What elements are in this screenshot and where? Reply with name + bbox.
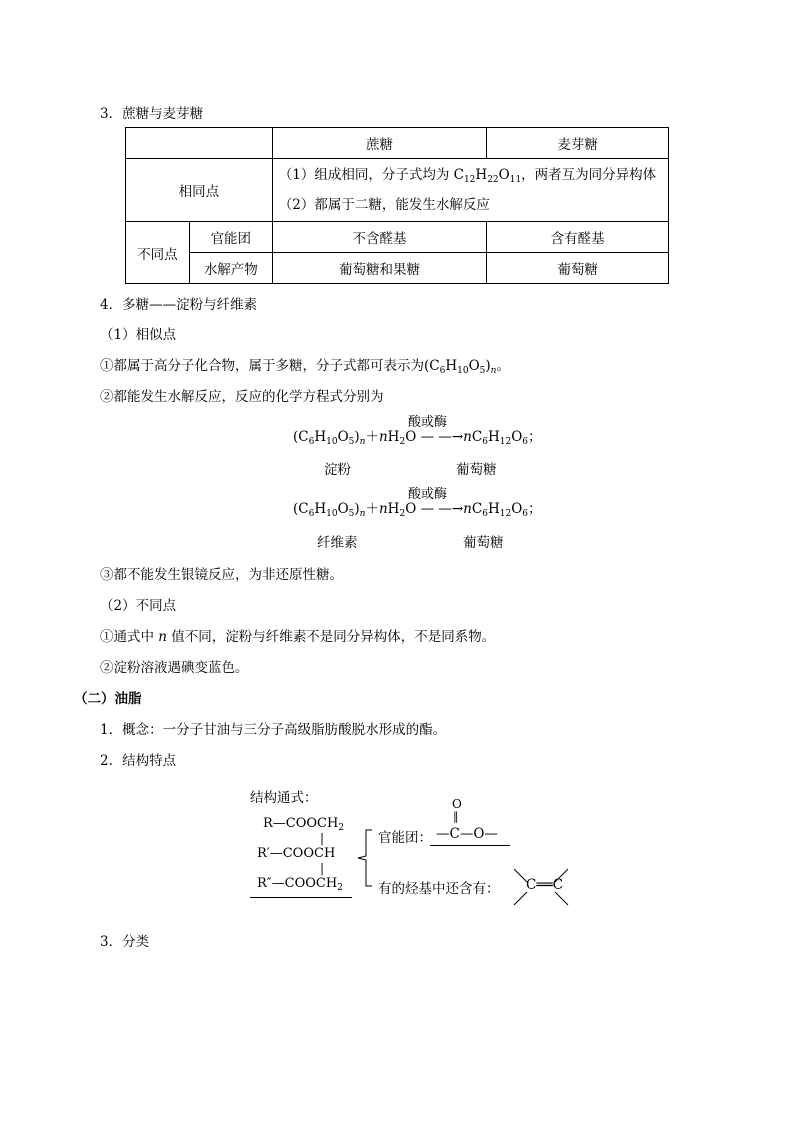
label-cellulose: 纤维素	[317, 535, 358, 551]
formula-bond-1: |	[320, 831, 325, 845]
similar-title: （1）相似点	[100, 327, 177, 343]
section-3-heading: 3．蔗糖与麦芽糖	[100, 106, 204, 122]
fg-maltose: 含有醛基	[487, 222, 669, 253]
diff-point-2: ②淀粉溶液遇碘变蓝色。	[100, 660, 249, 676]
hydrolysis-sucrose: 葡萄糖和果糖	[272, 253, 487, 284]
same-line-1: （1）组成相同，分子式均为 $C_{12}H_{22}O_{11}$，两者互为同分异构体	[278, 167, 657, 185]
formula-bond-2: |	[320, 861, 325, 875]
equation-starch: $(C_6H_{10}O_5)_n+nH_2O$ — $—\to nC_6H_{12}O_6$；	[293, 429, 542, 447]
similar-point-1: ①都属于高分子化合物，属于多糖，分子式都可表示为$(C_6H_{10}O_5)_n$。	[100, 358, 510, 376]
alkene-double-bond: C══C	[526, 877, 563, 893]
formula-row-2: R′—COOCH	[257, 846, 336, 861]
fats-structure-title: 2．结构特点	[100, 753, 177, 769]
ester-group-formula: —C—O—	[436, 826, 498, 842]
equation-cellulose: $(C_6H_{10}O_5)_n+nH_2O$ — $—\to nC_6H_{12}O_6$；	[293, 501, 542, 519]
header-maltose: 麦芽糖	[487, 128, 669, 159]
carbonyl-oxygen: O	[452, 797, 462, 811]
diff-point-1: ①通式中 n 值不同，淀粉与纤维素不是同分异构体，不是同系物。	[100, 629, 496, 645]
diff-title: （2）不同点	[100, 598, 177, 614]
fats-classification-title: 3．分类	[100, 934, 150, 950]
header-sucrose: 蔗糖	[272, 128, 487, 159]
functional-group-label: 官能团：	[378, 830, 432, 846]
label-starch: 淀粉	[324, 462, 351, 478]
brace-icon	[352, 828, 374, 888]
same-content	[272, 159, 668, 222]
similar-point-3: ③都不能发生银镜反应，为非还原性糖。	[100, 567, 343, 583]
similar-point-2: ②都能发生水解反应，反应的化学方程式分别为	[100, 389, 384, 405]
formula-underline	[250, 897, 352, 898]
section-4-heading: 4．多糖——淀粉与纤维素	[100, 297, 258, 313]
fg-label: 官能团	[189, 222, 272, 253]
formula-row-1: $R—COOCH_2$	[263, 816, 345, 833]
carbonyl-double-bond: ‖	[453, 810, 459, 823]
fg-sucrose: 不含醛基	[272, 222, 487, 253]
sucrose-maltose-table	[125, 127, 669, 284]
table-corner-cell	[126, 128, 273, 159]
alkene-label: 有的烃基中还含有：	[378, 881, 500, 897]
fats-heading: （二）油脂	[74, 691, 142, 707]
diff-label: 不同点	[126, 222, 190, 284]
general-formula-label: 结构通式：	[250, 790, 318, 806]
catalyst-label-1: 酸或酶	[408, 415, 448, 430]
hydrolysis-label: 水解产物	[189, 253, 272, 284]
label-glucose-1: 葡萄糖	[456, 462, 497, 478]
fats-concept: 1．概念：一分子甘油与三分子高级脂肪酸脱水形成的酯。	[100, 722, 447, 738]
catalyst-label-2: 酸或酶	[408, 487, 448, 502]
same-line-2: （2）都属于二糖，能发生水解反应	[278, 197, 490, 213]
fg-underline	[430, 845, 510, 846]
label-glucose-2: 葡萄糖	[463, 535, 504, 551]
formula-row-3: $R''—COOCH_2$	[257, 876, 343, 893]
hydrolysis-maltose: 葡萄糖	[487, 253, 669, 284]
same-label: 相同点	[126, 159, 273, 222]
